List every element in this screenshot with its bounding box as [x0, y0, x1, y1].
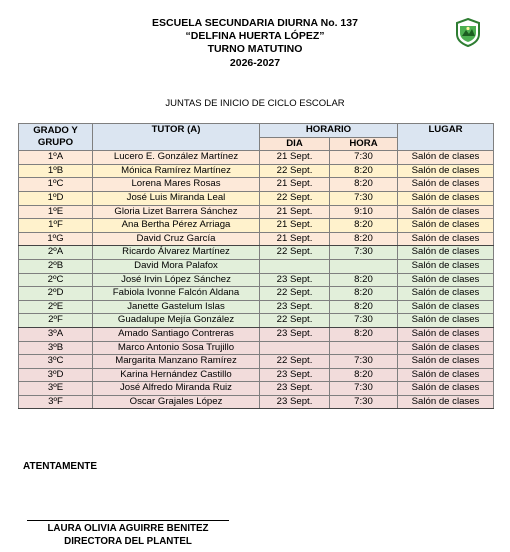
school-header	[0, 17, 510, 70]
cell-hora: 7:30	[330, 151, 398, 165]
cell-hora: 8:20	[330, 368, 398, 382]
principal-name: LAURA OLIVIA AGUIRRE BENITEZ	[47, 523, 209, 534]
cell-tutor: Amado Santiago Contreras	[93, 327, 260, 341]
school-year: 2026-2027	[229, 56, 281, 69]
cell-grado: 2ºC	[19, 273, 93, 287]
cell-tutor: Oscar Grajales López	[93, 395, 260, 409]
cell-hora: 7:30	[330, 395, 398, 409]
cell-dia: 22 Sept.	[260, 355, 330, 369]
cell-tutor: Janette Gastelum Islas	[93, 300, 260, 314]
table-row	[19, 205, 494, 219]
cell-lugar: Salón de clases	[398, 259, 494, 273]
table-row	[19, 355, 494, 369]
cell-grado: 3ºD	[19, 368, 93, 382]
cell-dia: 22 Sept.	[260, 164, 330, 178]
cell-lugar: Salón de clases	[398, 355, 494, 369]
cell-hora: 9:10	[330, 205, 398, 219]
cell-hora: 8:20	[330, 327, 398, 341]
cell-dia: 23 Sept.	[260, 300, 330, 314]
cell-lugar: Salón de clases	[398, 205, 494, 219]
cell-lugar: Salón de clases	[398, 191, 494, 205]
cell-dia: 22 Sept.	[260, 314, 330, 328]
schedule-table	[18, 123, 494, 409]
cell-dia: 22 Sept.	[260, 246, 330, 260]
cell-tutor: Fabiola Ivonne Falcón Aldana	[93, 287, 260, 301]
cell-hora: 7:30	[330, 246, 398, 260]
table-row	[19, 395, 494, 409]
table-row	[19, 246, 494, 260]
column-header-hora: HORA	[330, 137, 398, 151]
school-name: ESCUELA SECUNDARIA DIURNA No. 137	[152, 17, 358, 29]
cell-grado: 1ºB	[19, 164, 93, 178]
cell-grado: 3ºC	[19, 355, 93, 369]
cell-dia: 23 Sept.	[260, 368, 330, 382]
cell-dia	[260, 259, 330, 273]
cell-lugar: Salón de clases	[398, 314, 494, 328]
cell-dia: 23 Sept.	[260, 327, 330, 341]
cell-hora	[330, 259, 398, 273]
principal-title: DIRECTORA DEL PLANTEL	[64, 536, 192, 547]
cell-tutor: José Irvin López Sánchez	[93, 273, 260, 287]
cell-hora: 8:20	[330, 300, 398, 314]
cell-lugar: Salón de clases	[398, 232, 494, 246]
cell-grado: 1ºE	[19, 205, 93, 219]
cell-lugar: Salón de clases	[398, 341, 494, 355]
column-header-tutor: TUTOR (A)	[93, 124, 260, 151]
cell-dia: 22 Sept.	[260, 287, 330, 301]
table-row	[19, 341, 494, 355]
cell-grado: 3ºE	[19, 382, 93, 396]
cell-grado: 1ºC	[19, 178, 93, 192]
cell-lugar: Salón de clases	[398, 300, 494, 314]
column-header-grado: GRADO Y GRUPO	[19, 124, 93, 151]
table-row	[19, 178, 494, 192]
cell-lugar: Salón de clases	[398, 395, 494, 409]
cell-grado: 3ºF	[19, 395, 93, 409]
cell-tutor: Lorena Mares Rosas	[93, 178, 260, 192]
cell-tutor: David Mora Palafox	[93, 259, 260, 273]
closing-salutation: ATENTAMENTE	[23, 461, 98, 472]
cell-hora: 8:20	[330, 164, 398, 178]
cell-lugar: Salón de clases	[398, 327, 494, 341]
table-row	[19, 273, 494, 287]
cell-tutor: Mónica Ramírez Martínez	[93, 164, 260, 178]
table-row	[19, 191, 494, 205]
signature-block	[27, 522, 229, 548]
table-row	[19, 368, 494, 382]
cell-dia	[260, 341, 330, 355]
cell-grado: 1ºA	[19, 151, 93, 165]
table-row	[19, 151, 494, 165]
cell-lugar: Salón de clases	[398, 219, 494, 233]
cell-hora: 7:30	[330, 355, 398, 369]
cell-grado: 2ºB	[19, 259, 93, 273]
cell-tutor: Margarita Manzano Ramírez	[93, 355, 260, 369]
cell-dia: 21 Sept.	[260, 232, 330, 246]
cell-dia: 21 Sept.	[260, 178, 330, 192]
cell-dia: 21 Sept.	[260, 205, 330, 219]
cell-hora: 7:30	[330, 314, 398, 328]
cell-dia: 21 Sept.	[260, 151, 330, 165]
column-header-dia: DIA	[260, 137, 330, 151]
cell-hora: 7:30	[330, 191, 398, 205]
column-header-lugar: LUGAR	[398, 124, 494, 151]
cell-hora: 7:30	[330, 382, 398, 396]
cell-lugar: Salón de clases	[398, 382, 494, 396]
cell-tutor: Marco Antonio Sosa Trujillo	[93, 341, 260, 355]
cell-tutor: José Alfredo Miranda Ruiz	[93, 382, 260, 396]
cell-lugar: Salón de clases	[398, 273, 494, 287]
cell-hora	[330, 341, 398, 355]
cell-dia: 21 Sept.	[260, 219, 330, 233]
signature-line	[27, 520, 229, 521]
document-subtitle: JUNTAS DE INICIO DE CICLO ESCOLAR	[165, 98, 345, 109]
cell-hora: 8:20	[330, 219, 398, 233]
cell-grado: 2ºA	[19, 246, 93, 260]
table-row	[19, 327, 494, 341]
table-row	[19, 164, 494, 178]
cell-tutor: David Cruz García	[93, 232, 260, 246]
shift: TURNO MATUTINO	[207, 43, 303, 56]
table-row	[19, 314, 494, 328]
cell-tutor: Ana Bertha Pérez Arriaga	[93, 219, 260, 233]
cell-dia: 23 Sept.	[260, 395, 330, 409]
cell-grado: 2ºF	[19, 314, 93, 328]
cell-hora: 8:20	[330, 273, 398, 287]
table-row	[19, 382, 494, 396]
cell-lugar: Salón de clases	[398, 246, 494, 260]
cell-grado: 3ºB	[19, 341, 93, 355]
table-row	[19, 219, 494, 233]
cell-grado: 1ºG	[19, 232, 93, 246]
cell-hora: 8:20	[330, 287, 398, 301]
cell-grado: 3ºA	[19, 327, 93, 341]
cell-tutor: Guadalupe Mejía González	[93, 314, 260, 328]
cell-hora: 8:20	[330, 178, 398, 192]
cell-lugar: Salón de clases	[398, 287, 494, 301]
cell-lugar: Salón de clases	[398, 178, 494, 192]
cell-lugar: Salón de clases	[398, 164, 494, 178]
cell-grado: 1ºF	[19, 219, 93, 233]
table-row	[19, 287, 494, 301]
school-crest-logo	[455, 18, 481, 47]
table-row	[19, 300, 494, 314]
cell-tutor: Gloria Lizet Barrera Sánchez	[93, 205, 260, 219]
column-header-horario: HORARIO	[260, 124, 398, 138]
table-row	[19, 232, 494, 246]
table-row	[19, 259, 494, 273]
cell-lugar: Salón de clases	[398, 151, 494, 165]
school-motto-name: “DELFINA HUERTA LÓPEZ”	[185, 30, 325, 43]
cell-tutor: Ricardo Álvarez Martínez	[93, 246, 260, 260]
cell-tutor: José Luis Miranda Leal	[93, 191, 260, 205]
cell-hora: 8:20	[330, 232, 398, 246]
cell-tutor: Lucero E. González Martínez	[93, 151, 260, 165]
cell-grado: 2ºE	[19, 300, 93, 314]
cell-dia: 22 Sept.	[260, 191, 330, 205]
cell-lugar: Salón de clases	[398, 368, 494, 382]
cell-dia: 23 Sept.	[260, 382, 330, 396]
cell-tutor: Karina Hernández Castillo	[93, 368, 260, 382]
cell-dia: 23 Sept.	[260, 273, 330, 287]
cell-grado: 2ºD	[19, 287, 93, 301]
cell-grado: 1ºD	[19, 191, 93, 205]
